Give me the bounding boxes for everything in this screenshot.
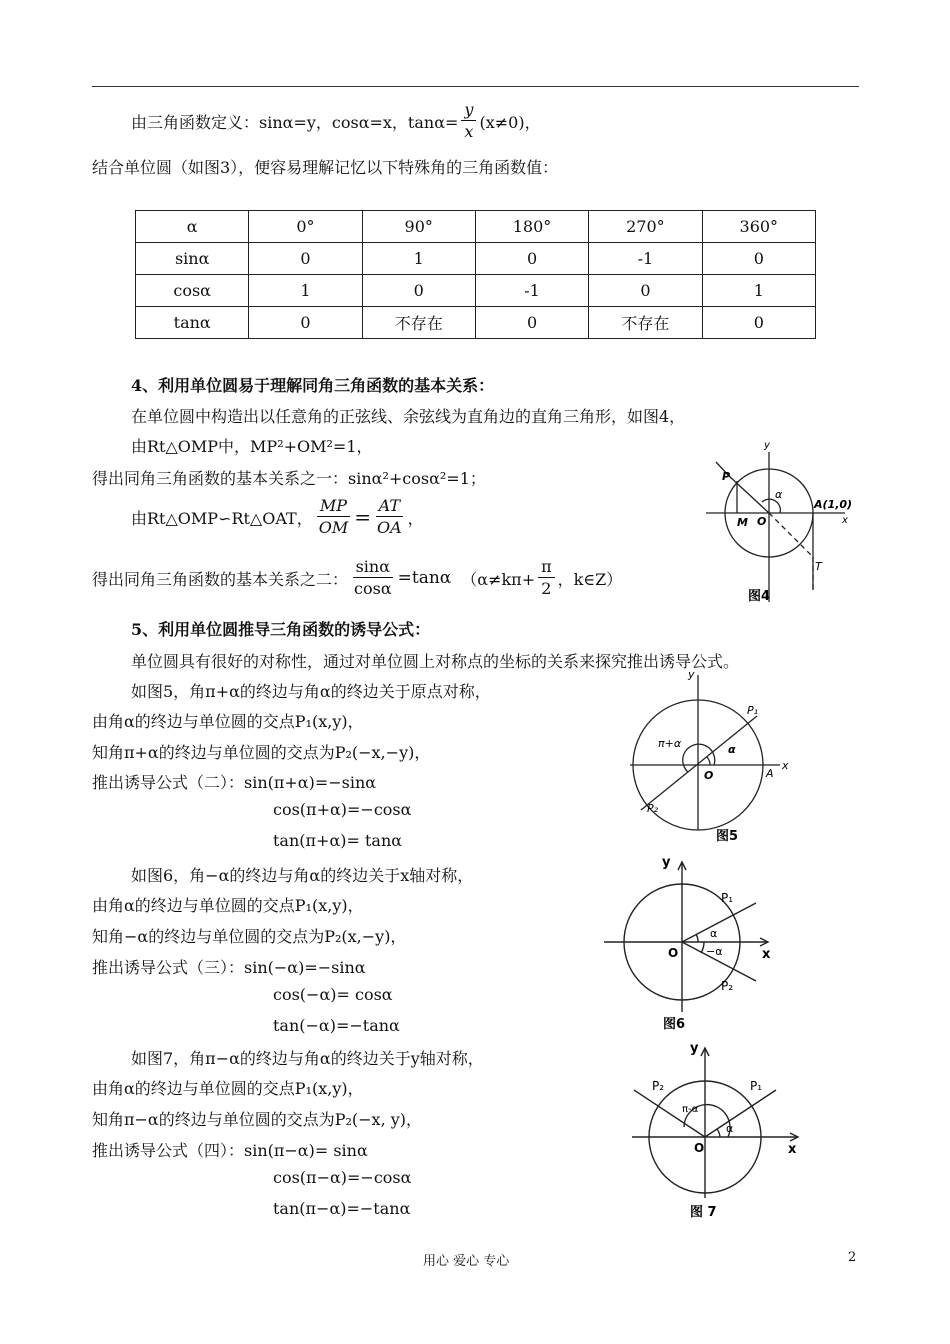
block4-line4: cos(π−α)=−cosα xyxy=(273,1168,412,1187)
fig5-caption: 图5 xyxy=(716,829,739,844)
frac-num: sinα xyxy=(353,557,393,578)
table-cell: 0 xyxy=(249,243,362,275)
fig6-label-y: y xyxy=(662,855,671,870)
intro-line: 结合单位圆（如图3），便容易理解记忆以下特殊角的三角函数值： xyxy=(92,158,559,177)
figure-7 xyxy=(630,1038,810,1223)
table-cell: 0 xyxy=(702,307,815,339)
definition-frac-den: x xyxy=(464,121,474,141)
block2-line0: 如图5，角π+α的终边与角α的终边关于原点对称， xyxy=(131,682,491,701)
table-cell: 不存在 xyxy=(589,307,702,339)
fig7-alpha-arc xyxy=(717,1129,720,1137)
definition-line xyxy=(131,98,541,144)
definition-prefix: 由三角函数定义：sinα=y，cosα=x，tanα= xyxy=(131,112,459,132)
block2-line3: 推出诱导公式（二）：sin(π+α)=−sinα xyxy=(92,773,377,792)
figure-6 xyxy=(600,850,785,1040)
line5-cond-b: ，k∈Z） xyxy=(557,569,623,589)
fig7-label-pi-alpha: π-α xyxy=(682,1104,699,1115)
page-number: 2 xyxy=(848,1250,857,1265)
frac-num: AT xyxy=(376,496,403,517)
block4-line3: 推出诱导公式（四）：sin(π−α)= sinα xyxy=(92,1141,368,1160)
fig6-caption: 图6 xyxy=(663,1017,686,1032)
table-row xyxy=(136,275,816,307)
table-cell: 0 xyxy=(362,275,475,307)
footer-slogan: 用心 爱心 专心 xyxy=(423,1254,510,1269)
definition-fraction xyxy=(461,100,476,143)
section4-line2: 由Rt△OMP中，MP²+OM²=1， xyxy=(131,437,373,456)
fig4-label-alpha: α xyxy=(775,488,783,501)
fig4-angle-arc xyxy=(762,499,780,513)
figure-4 xyxy=(700,440,860,610)
table-row xyxy=(136,307,816,339)
fig7-caption: 图 7 xyxy=(690,1205,717,1220)
table-cell: 0 xyxy=(249,307,362,339)
table-header-cell: α xyxy=(136,211,249,243)
section4-line3: 得出同角三角函数的基本关系之一：sinα²+cosα²=1； xyxy=(92,469,486,488)
block3-line4: cos(−α)= cosα xyxy=(273,985,393,1004)
section4-heading: 4、利用单位圆易于理解同角三角函数的基本关系： xyxy=(131,376,495,395)
line5-mid: =tanα xyxy=(397,568,452,588)
fig7-label-x: x xyxy=(788,1142,797,1157)
equals-sign: = xyxy=(354,505,371,529)
frac-den: cosα xyxy=(354,578,392,598)
fig5-label-pi-alpha: π+α xyxy=(658,737,682,750)
fig5-label-A: A xyxy=(766,767,774,780)
table-header-row xyxy=(136,211,816,243)
fig6-neg-alpha-arc xyxy=(701,942,704,953)
block2-line4: cos(π+α)=−cosα xyxy=(273,800,412,819)
fig5-alpha-arc xyxy=(707,757,710,765)
fig6-label-alpha: α xyxy=(710,927,718,940)
fig4-terminal-side xyxy=(728,475,769,513)
fig6-label-x: x xyxy=(762,947,771,962)
table-cell: cosα xyxy=(136,275,249,307)
fig7-label-alpha: α xyxy=(726,1122,734,1135)
fig5-label-O: O xyxy=(704,769,714,782)
table-header-cell: 360° xyxy=(702,211,815,243)
fig4-label-A: A(1,0) xyxy=(814,498,853,511)
table-cell: 1 xyxy=(362,243,475,275)
section4-line4 xyxy=(131,494,424,540)
block3-line1: 由角α的终边与单位圆的交点P₁(x,y)， xyxy=(92,896,364,915)
fig4-caption: 图4 xyxy=(748,589,771,604)
special-angle-table xyxy=(135,210,816,339)
table-cell: tanα xyxy=(136,307,249,339)
fraction-pi-2 xyxy=(538,557,555,600)
section4-line5 xyxy=(92,553,622,603)
definition-frac-num: y xyxy=(461,100,476,121)
table-header-cell: 0° xyxy=(249,211,362,243)
fig6-alpha-arc xyxy=(696,934,698,942)
block3-line2: 知角−α的终边与单位圆的交点为P₂(x,−y)， xyxy=(92,927,407,946)
table-header-cell: 90° xyxy=(362,211,475,243)
block4-line0: 如图7，角π−α的终边与角α的终边关于y轴对称， xyxy=(131,1049,484,1068)
fraction-sin-cos xyxy=(351,557,395,600)
frac-den: OA xyxy=(376,517,402,537)
fig4-label-T: T xyxy=(815,560,822,573)
fig5-label-P2: P₂ xyxy=(647,802,659,815)
fig7-P1-ray xyxy=(705,1090,776,1137)
fig6-label-P2: P₂ xyxy=(721,979,734,993)
fig4-label-x: x xyxy=(842,515,848,526)
fig5-pi-alpha-arc xyxy=(683,744,715,772)
fig7-label-y: y xyxy=(690,1041,699,1056)
fraction-at-oa xyxy=(374,496,405,539)
table-cell: 1 xyxy=(702,275,815,307)
fig5-terminal-line xyxy=(641,716,757,810)
fig7-label-P1: P₁ xyxy=(750,1079,763,1093)
section5-intro: 单位圆具有很好的对称性，通过对单位圆上对称点的坐标的关系来探究推出诱导公式。 xyxy=(131,652,740,671)
frac-den: OM xyxy=(318,517,349,537)
table-row xyxy=(136,243,816,275)
table-cell: -1 xyxy=(589,243,702,275)
fig4-label-M: M xyxy=(737,516,748,529)
fig7-label-P2: P₂ xyxy=(652,1079,665,1093)
line5-cond-a: （α≠kπ+ xyxy=(461,569,536,589)
table-cell: 1 xyxy=(249,275,362,307)
line4-suffix: ， xyxy=(407,508,424,528)
fig7-label-O: O xyxy=(694,1141,705,1155)
table-header-cell: 270° xyxy=(589,211,702,243)
table-header-cell: 180° xyxy=(475,211,588,243)
line4-prefix: 由Rt△OMP∽Rt△OAT， xyxy=(131,508,313,528)
header-rule xyxy=(92,86,859,87)
table-cell: 不存在 xyxy=(362,307,475,339)
block4-line2: 知角π−α的终边与单位圆的交点为P₂(−x, y)， xyxy=(92,1110,423,1129)
block2-line5: tan(π+α)= tanα xyxy=(273,831,403,850)
block2-line2: 知角π+α的终边与单位圆的交点为P₂(−x,−y)， xyxy=(92,743,431,762)
block4-line5: tan(π−α)=−tanα xyxy=(273,1199,411,1218)
block3-line5: tan(−α)=−tanα xyxy=(273,1016,400,1035)
definition-suffix: (x≠0)， xyxy=(479,112,541,132)
block4-line1: 由角α的终边与单位圆的交点P₁(x,y)， xyxy=(92,1079,364,1098)
fig4-label-y: y xyxy=(764,440,770,451)
block3-line0: 如图6，角−α的终边与角α的终边关于x轴对称， xyxy=(131,866,474,885)
figure-5 xyxy=(630,670,800,850)
frac-num: π xyxy=(538,557,555,578)
table-cell: 0 xyxy=(702,243,815,275)
fig5-label-x: x xyxy=(782,759,789,772)
line5-prefix: 得出同角三角函数的基本关系之二： xyxy=(92,569,349,589)
fig6-label-neg-alpha: −α xyxy=(706,945,723,958)
block3-line3: 推出诱导公式（三）：sin(−α)=−sinα xyxy=(92,958,366,977)
fig4-label-P: P xyxy=(722,470,731,483)
fig5-label-alpha: α xyxy=(728,743,736,756)
section4-line1: 在单位圆中构造出以任意角的正弦线、余弦线为直角边的直角三角形，如图4， xyxy=(131,407,686,426)
table-cell: 0 xyxy=(589,275,702,307)
fig6-label-O: O xyxy=(668,946,679,960)
table-cell: -1 xyxy=(475,275,588,307)
frac-num: MP xyxy=(317,496,350,517)
table-cell: 0 xyxy=(475,307,588,339)
block2-line1: 由角α的终边与单位圆的交点P₁(x,y)， xyxy=(92,712,364,731)
table-cell: sinα xyxy=(136,243,249,275)
fig6-P1-ray xyxy=(682,903,756,942)
fig5-label-y: y xyxy=(688,670,695,681)
fig4-label-O: O xyxy=(757,515,767,528)
frac-den: 2 xyxy=(541,578,552,598)
fig5-label-P1: P₁ xyxy=(747,704,759,717)
table-cell: 0 xyxy=(475,243,588,275)
fig6-label-P1: P₁ xyxy=(721,891,734,905)
section5-heading: 5、利用单位圆推导三角函数的诱导公式： xyxy=(131,620,431,639)
fraction-mp-om xyxy=(316,496,352,539)
